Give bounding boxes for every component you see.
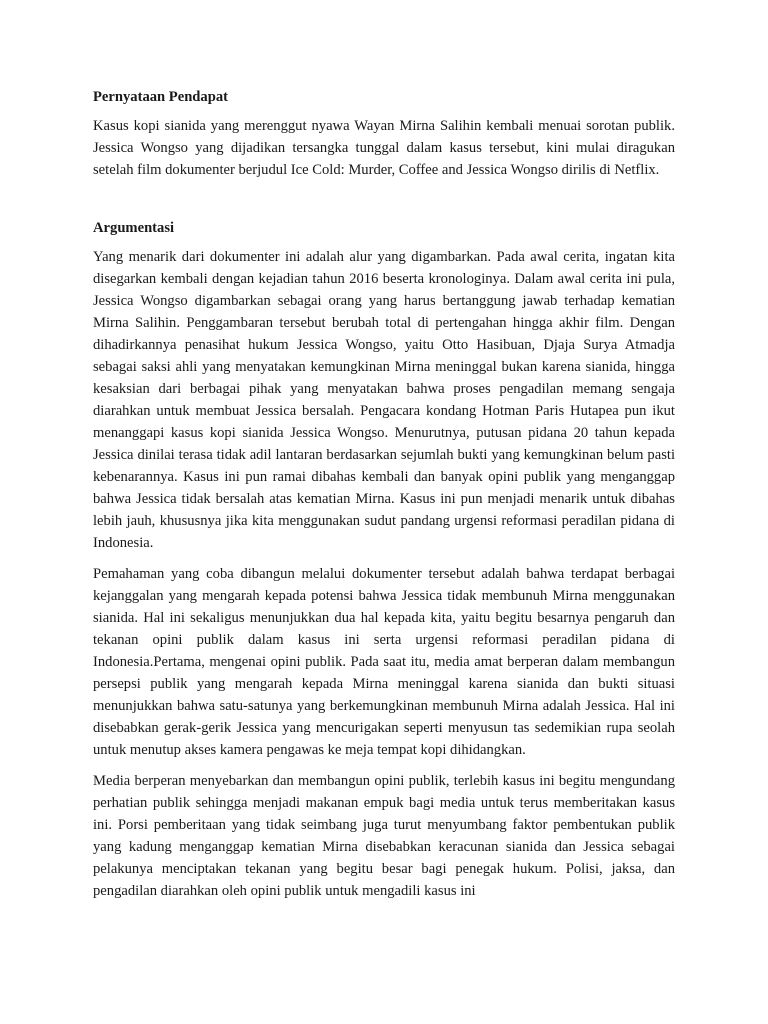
paragraph: Media berperan menyebarkan dan membangun opini publik, terlebih kasus ini begitu mengundang perhatian publik sehingga menjadi makanan empuk bagi media untuk terus memberitakan kasus ini. Porsi pemberitaan yang tidak seimbang juga turut menyumbang faktor pembentukan publik yang kadung menganggap kematian Mirna disebabkan keracunan sianida dan Jessica sebagai pelakunya menciptakan tekanan yang begitu besar bagi penegak hukum. Polisi, jaksa, dan pengadilan diarahkan oleh opini publik untuk mengadili kasus ini — [93, 773, 675, 899]
paragraph: Kasus kopi sianida yang merenggut nyawa Wayan Mirna Salihin kembali menuai sorotan publik. Jessica Wongso yang dijadikan tersangka tunggal dalam kasus tersebut, kini mulai diragukan setelah film dokumenter berjudul Ice Cold: Murder, Coffee and Jessica Wongso dirilis di Netflix. — [93, 118, 675, 178]
section-heading-argumentasi: Argumentasi — [93, 220, 175, 236]
paragraph: Pemahaman yang coba dibangun melalui dokumenter tersebut adalah bahwa terdapat berbagai kejanggalan yang mengarah kepada potensi bahwa Jessica tidak membunuh Mirna menggunakan sianida. Hal ini sekaligus menunjukkan dua hal kepada kita, yaitu begitu besarnya pengaruh dan tekanan opini publik dalam kasus ini serta urgensi reformasi peradilan pidana di Indonesia.Pertama, mengenai opini publik. Pada saat itu, media amat berperan dalam membangun persepsi publik yang mengarah kepada Mirna meninggal karena sianida dan bukti situasi menunjukkan bahwa satu-satunya yang berkemungkinan membunuh Mirna adalah Jessica. Hal ini disebabkan gerak-gerik Jessica yang mencurigakan seperti menyusun tas sedemikian rupa seolah untuk menutup akses kamera pengawas ke meja tempat kopi dihidangkan. — [93, 566, 675, 758]
section-heading-pernyataan-pendapat: Pernyataan Pendapat — [93, 89, 228, 105]
paragraph: Yang menarik dari dokumenter ini adalah alur yang digambarkan. Pada awal cerita, ingatan kita disegarkan kembali dengan kejadian tahun 2016 beserta kronologinya. Dalam awal cerita ini pula, Jessica Wongso digambarkan sebagai orang yang harus bertanggung jawab terhadap kematian Mirna Salihin. Penggambaran tersebut berubah total di pertengahan hingga akhir film. Dengan dihadirkannya penasihat hukum Jessica Wongso, yaitu Otto Hasibuan, Djaja Surya Atmadja sebagai saksi ahli yang menyatakan kemungkinan Mirna meninggal bukan karena sianida, hingga kesaksian dari berbagai pihak yang menyatakan bahwa proses pengadilan memang sengaja diarahkan untuk membuat Jessica bersalah. Pengacara kondang Hotman Paris Hutapea pun ikut menanggapi kasus kopi sianida Jessica Wongso. Menurutnya, putusan pidana 20 tahun kepada Jessica dinilai terasa tidak adil lantaran berdasarkan sejumlah bukti yang kemungkinan belum pasti kebenarannya. Kasus ini pun ramai dibahas kembali dan banyak opini publik yang menganggap bahwa Jessica tidak bersalah atas kematian Mirna. Kasus ini pun menjadi menarik untuk dibahas lebih jauh, khususnya jika kita menggunakan sudut pandang urgensi reformasi peradilan pidana di Indonesia. — [93, 249, 675, 551]
document-body — [93, 86, 675, 911]
